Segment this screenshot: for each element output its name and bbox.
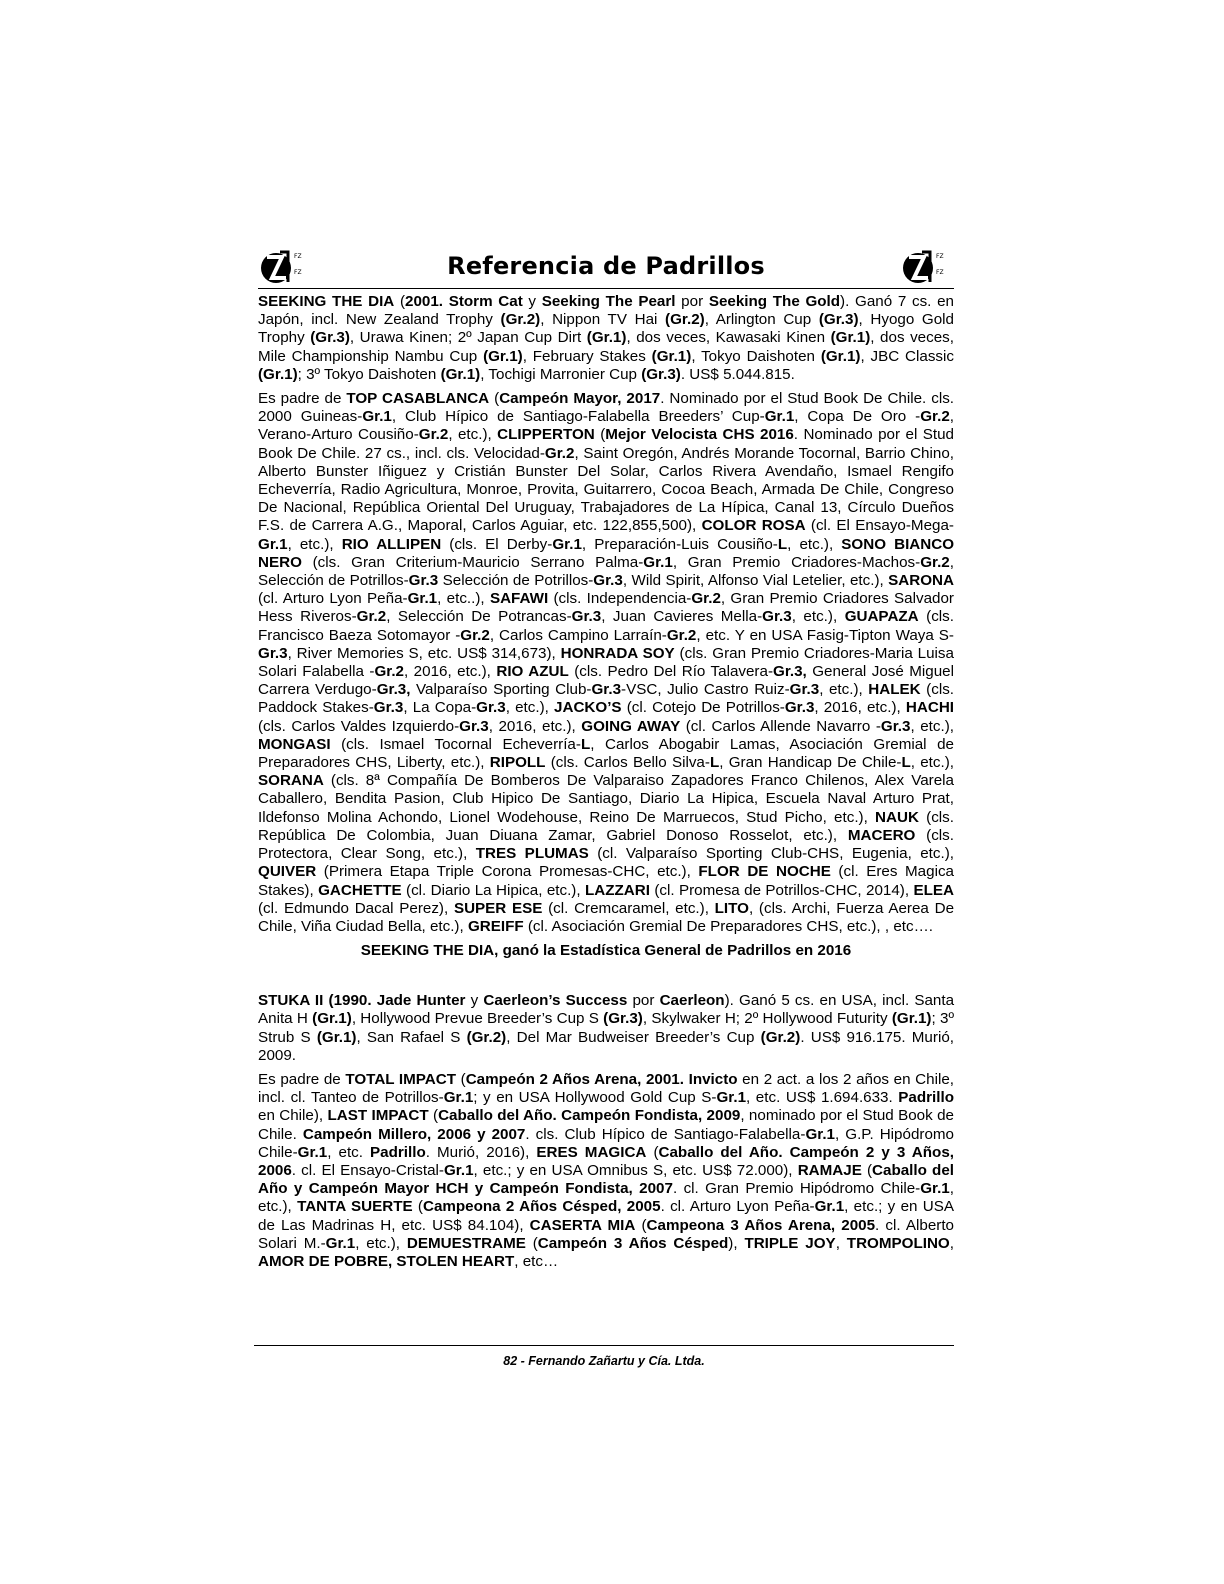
- bold-run: Gr.3: [408, 572, 439, 590]
- svg-text:FZ: FZ: [936, 253, 944, 260]
- text-run: (cls. Gran Premio Criadores-Maria Luisa Solari Falabella -: [258, 644, 954, 681]
- bold-run: Campeona 2 Años Césped, 2005: [422, 1198, 661, 1216]
- bold-run: Gr.3: [258, 644, 288, 662]
- text-run: , Gran Premio Criadores-Machos-: [672, 553, 921, 571]
- text-run: (cl. Valparaíso Sporting Club-CHS, Eugenia, etc.),: [588, 845, 954, 863]
- text-run: , JBC Classic: [860, 347, 954, 365]
- bold-run: TRES PLUMAS: [475, 845, 589, 863]
- bold-run: Gr.2: [544, 444, 575, 462]
- bold-run: SONO BIANCO NERO: [258, 535, 955, 571]
- text-run: Valparaíso Sporting Club-: [410, 681, 592, 699]
- text-run: , Preparación-Luis Cousiño-: [581, 535, 778, 553]
- bold-run: Gr.1: [552, 535, 582, 553]
- text-run: (Primera Etapa Triple Corona Promesas-CHC, etc.),: [316, 863, 699, 881]
- text-run: , etc.),: [910, 717, 954, 735]
- bold-run: MONGASI: [258, 735, 331, 753]
- bold-run: GOING AWAY: [581, 717, 681, 735]
- text-run: , 2016, etc.),: [488, 717, 582, 735]
- bold-run: Gr.2: [691, 590, 721, 608]
- bold-run: Gr.2: [374, 663, 404, 681]
- text-run: , etc.),: [910, 754, 954, 772]
- bold-run: Gr.1: [258, 535, 288, 553]
- bold-run: (Gr.1): [830, 329, 871, 347]
- text-run: , etc.: [327, 1143, 371, 1161]
- page-header: [258, 244, 954, 289]
- bold-run: Gr.1: [407, 590, 438, 608]
- text-run: (cls. Independencia-: [548, 590, 692, 608]
- bold-run: SUPER ESE: [453, 899, 543, 917]
- text-run: , Tochigi Marronier Cup: [480, 365, 642, 383]
- text-run: (cls. Carlos Valdes Izquierdo-: [258, 717, 460, 735]
- text-run: Es padre de: [258, 390, 347, 408]
- bold-run: ELEA: [913, 881, 954, 899]
- bold-run: MACERO: [847, 826, 916, 844]
- text-run: (: [428, 1107, 439, 1125]
- bold-run: (Gr.3): [641, 365, 681, 383]
- text-run: , 2016, etc.),: [814, 699, 906, 717]
- bold-run: (Gr.3): [818, 311, 859, 329]
- text-run: (: [412, 1198, 423, 1216]
- sire-bio-paragraph: [258, 992, 954, 1065]
- sire-bio-paragraph: [258, 293, 954, 384]
- text-run: (cl. Asociación Gremial De Preparadores CHS, etc.), , etc….: [523, 917, 933, 935]
- text-run: (cls. Protectora, Clear Song, etc.),: [258, 826, 954, 863]
- bold-run: (Gr.2): [665, 311, 705, 329]
- text-run: . cl. El Ensayo-Cristal-: [291, 1161, 444, 1179]
- text-run: , Club Hípico de Santiago-Falabella Breeders’ Cup-: [391, 408, 765, 426]
- bold-run: L: [901, 754, 911, 772]
- text-run: , etc. US$ 1.694.633.: [746, 1089, 899, 1107]
- text-run: ). Ganó 5 cs. en USA, incl. Santa Anita H: [258, 992, 955, 1028]
- bold-run: (Gr.2): [466, 1028, 507, 1046]
- bold-run: RIPOLL: [489, 754, 546, 772]
- bold-run: L: [580, 735, 591, 753]
- bold-run: LITO: [714, 899, 749, 917]
- text-run: , La Copa-: [403, 699, 477, 717]
- bold-run: Seeking The Pearl: [541, 293, 676, 310]
- text-run: , Carlos Abogabir Lamas, Asociación Gremial de Preparadores CHS, Liberty, etc.),: [258, 735, 954, 772]
- bold-run: HALEK: [868, 681, 921, 699]
- text-run: (cl. Arturo Lyon Peña-: [258, 590, 408, 608]
- text-run: , etc..),: [437, 590, 490, 608]
- text-run: (: [456, 1070, 466, 1088]
- sire-entry-seeking-the-dia: [258, 293, 954, 960]
- text-run: , Wild Spirit, Alfonso Vial Letelier, etc.),: [622, 572, 889, 590]
- bold-run: Gr.3: [789, 681, 820, 699]
- text-run: , Del Mar Budweiser Breeder’s Cup: [506, 1028, 761, 1046]
- text-run: ),: [728, 1234, 745, 1252]
- text-run: -VSC, Julio Castro Ruiz-: [621, 681, 790, 699]
- text-run: ; 3º Strub S: [258, 1010, 954, 1046]
- bold-run: (1990. Jade Hunter: [328, 992, 466, 1010]
- bold-run: (Gr.1): [586, 329, 627, 347]
- text-run: . Murió, 2016),: [425, 1143, 537, 1161]
- text-run: , Arlington Cup: [704, 311, 819, 329]
- text-run: (cls. Carlos Bello Silva-: [545, 754, 710, 772]
- bold-run: Gr.2: [666, 626, 697, 644]
- bold-run: Gr.1: [297, 1143, 328, 1161]
- text-run: (cls. Ismael Tocornal Echeverría-: [330, 735, 581, 753]
- bold-run: Gr.3: [476, 699, 506, 717]
- bold-run: Caballo del Año. Campeón Fondista, 2009: [438, 1107, 741, 1125]
- text-run: . cl. Arturo Lyon Peña-: [660, 1198, 815, 1216]
- text-run: . Nominado por el Stud Book De Chile. cls. 2000 Guineas-: [258, 390, 955, 426]
- bold-run: Campeón Millero, 2006 y 2007: [302, 1125, 526, 1143]
- text-run: y: [522, 293, 542, 310]
- text-run: por: [627, 992, 660, 1010]
- bold-run: Gr.3: [571, 608, 602, 626]
- bold-run: Gr.3: [373, 699, 404, 717]
- bold-run: (Gr.1): [316, 1028, 357, 1046]
- bold-run: Caerleon: [659, 992, 725, 1010]
- text-run: (cl. Diario La Hipica, etc.),: [401, 881, 585, 899]
- text-run: (cl. Cremcaramel, etc.),: [542, 899, 715, 917]
- bold-run: NAUK: [875, 808, 919, 826]
- text-run: , etc.),: [448, 426, 498, 444]
- bold-run: RAMAJE: [797, 1161, 862, 1179]
- text-run: (cl. El Ensayo-Mega-: [805, 517, 954, 535]
- bold-run: Campeón 3 Años Césped: [537, 1234, 729, 1252]
- text-run: , etc.),: [819, 681, 869, 699]
- text-run: , Selección de Potrillos-: [258, 553, 954, 590]
- bold-run: GACHETTE: [318, 881, 402, 899]
- bold-run: (Gr.1): [820, 347, 861, 365]
- text-run: en 2 act. a los 2 años en Chile, incl. cl. Tanteo de Potrillos-: [258, 1070, 954, 1107]
- bold-run: Gr.1: [443, 1161, 474, 1179]
- bold-run: SORANA: [258, 772, 324, 790]
- text-run: (cl. Eres Magica Stakes),: [258, 863, 954, 899]
- bold-run: Gr.3,: [376, 681, 411, 699]
- text-run: , Urawa Kinen; 2º Japan Cup Dirt: [349, 329, 587, 347]
- bold-run: L: [777, 535, 788, 553]
- text-run: General José Miguel Carrera Verdugo-: [258, 663, 954, 699]
- text-run: , Saint Oregón, Andrés Morande Tocornal, Barrio Chino, Alberto Bunster Iñiguez y Cristián Bunster Del Solar, Carlos Rivera Avendaño, Ismael Rengifo Echeverría, Radio Agricultura, Monroe, Provita, Guitarrero, Cocoa Beach, Armada De Chile, Congreso De Nacional, República Oriental Del Uruguay, Trabajadores de La Hípica, Canal 13, Círculo Dueños F.S. de Carrera A.G., Maporal, Carlos Aguiar, etc. 122,855,500),: [258, 444, 954, 535]
- text-run: , Juan Cavieres Mella-: [601, 608, 763, 626]
- text-run: Selección de Potrillos-: [438, 572, 594, 590]
- text-run: (cls. 8ª Compañía De Bomberos De Valparaiso Zapadores Franco Chilenos, Alex Varela Caballero, Bendita Pasion, Club Hipico De Santiago, Diario La Hipica, Escuela Naval Arturo Prat, Ildefonso Molina Achondo, Lionel Wodehouse, Reino De Marruecos, Stud Picho, etc.),: [258, 772, 954, 826]
- bold-run: Gr.2: [920, 553, 950, 571]
- text-run: . cls. Club Hípico de Santiago-Falabella-: [525, 1125, 806, 1143]
- bold-run: GREIFF: [467, 917, 524, 935]
- text-run: , Carlos Campino Larraín-: [489, 626, 667, 644]
- bold-run: Gr.1: [716, 1089, 747, 1107]
- text-run: (cls. El Derby-: [441, 535, 553, 553]
- text-run: , etc.),: [787, 535, 842, 553]
- bold-run: Gr.3: [591, 681, 622, 699]
- bold-run: Gr.1: [814, 1198, 845, 1216]
- text-run: (cl. Promesa de Potrillos-CHC, 2014),: [649, 881, 914, 899]
- progeny-paragraph: [258, 390, 954, 936]
- bold-run: Gr.1: [362, 408, 392, 426]
- text-run: y: [465, 992, 484, 1010]
- text-run: , (cls. Archi, Fuerza Aerea De Chile, Viña Ciudad Bella, etc.),: [258, 899, 955, 935]
- bold-run: QUIVER: [258, 863, 317, 881]
- bold-run: (Gr.3): [310, 329, 350, 347]
- bold-run: LAZZARI: [584, 881, 650, 899]
- text-run: , etc.; y en USA Omnibus S, etc. US$ 72.000),: [473, 1161, 798, 1179]
- bold-run: Gr.1: [643, 553, 673, 571]
- bold-run: Gr.2: [356, 608, 387, 626]
- bold-run: L: [709, 754, 720, 772]
- bold-run: Gr.1: [443, 1089, 474, 1107]
- bold-run: (Gr.3): [603, 1010, 643, 1028]
- text-run: , Hyogo Gold Trophy: [258, 311, 955, 347]
- text-run: . cl. Gran Premio Hipódromo Chile-: [672, 1180, 921, 1198]
- bold-run: JACKO’S: [554, 699, 622, 717]
- text-run: (cls. República De Colombia, Juan Diuana Zamar, Gabriel Donoso Rosselot, etc.),: [258, 808, 954, 844]
- bold-run: Gr.1: [764, 408, 795, 426]
- bold-run: TOTAL IMPACT: [345, 1070, 457, 1088]
- text-run: , dos veces, Kawasaki Kinen: [626, 329, 831, 347]
- text-run: . Nominado por el Stud Book De Chile. 27 cs., incl. cls. Velocidad-: [258, 426, 954, 462]
- bold-run: Gr.2: [460, 626, 490, 644]
- bold-run: (Gr.1): [483, 347, 523, 365]
- bold-run: Gr.1: [325, 1234, 356, 1252]
- text-run: Es padre de: [258, 1070, 346, 1088]
- text-run: (cl. Carlos Allende Navarro -: [680, 717, 881, 735]
- bold-run: (Gr.1): [891, 1010, 932, 1028]
- text-run: , etc.),: [505, 699, 555, 717]
- bold-run: Seeking The Gold: [708, 293, 841, 310]
- bold-run: RIO AZUL: [496, 663, 569, 681]
- bold-run: LAST IMPACT: [327, 1107, 429, 1125]
- bold-run: DEMUESTRAME: [406, 1234, 526, 1252]
- text-run: , etc.),: [258, 1180, 954, 1216]
- bold-run: Gr.3: [593, 572, 623, 590]
- bold-run: Caballo del Año. Campeón 2 y 3 Años, 2006: [258, 1143, 954, 1179]
- text-run: (cl. Cotejo De Potrillos-: [621, 699, 785, 717]
- text-run: , Verano-Arturo Cousiño-: [258, 408, 955, 444]
- text-run: (: [525, 1234, 538, 1252]
- bold-run: TANTA SUERTE: [297, 1198, 413, 1216]
- bold-run: Gr.2: [418, 426, 449, 444]
- bold-run: COLOR ROSA: [701, 517, 806, 535]
- bold-run: Gr.1: [920, 1180, 950, 1198]
- text-run: ,: [949, 1234, 954, 1252]
- sire-entry-stuka-ii: [258, 992, 954, 1271]
- text-run: , Tokyo Daishoten: [691, 347, 821, 365]
- text-run: , etc…: [514, 1252, 559, 1270]
- text-run: por: [675, 293, 709, 310]
- text-run: , Gran Premio Criadores Salvador Hess Riveros-: [258, 590, 954, 626]
- text-run: (: [861, 1161, 873, 1179]
- text-run: (: [646, 1143, 659, 1161]
- section-spacer: [258, 960, 954, 988]
- text-run: , etc.),: [287, 535, 342, 553]
- bold-run: Gr.3,: [773, 663, 807, 681]
- text-run: , San Rafael S: [356, 1028, 467, 1046]
- text-run: (: [594, 426, 606, 444]
- bold-run: SEEKING THE DIA: [258, 293, 395, 310]
- text-run: (cls. Pedro Del Río Talavera-: [568, 663, 773, 681]
- text-run: (: [635, 1216, 647, 1234]
- text-run: (cl. Edmundo Dacal Perez),: [258, 899, 454, 917]
- bold-run: CASERTA MIA: [529, 1216, 636, 1234]
- bold-run: HACHI: [905, 699, 955, 717]
- bold-run: Padrillo: [370, 1143, 426, 1161]
- text-run: , Hollywood Prevue Breeder’s Cup S: [351, 1010, 604, 1028]
- text-run: , nominado por el Stud Book de Chile.: [258, 1107, 954, 1143]
- bold-run: TROMPOLINO: [846, 1234, 950, 1252]
- text-run: (cls. Francisco Baeza Sotomayor -: [258, 608, 954, 644]
- text-run: ; y en USA Hollywood Gold Cup S-: [473, 1089, 717, 1107]
- bold-run: (Gr.1): [651, 347, 692, 365]
- text-run: , Nippon TV Hai: [540, 311, 666, 329]
- text-run: , Selección De Potrancas-: [386, 608, 572, 626]
- text-run: en Chile),: [258, 1107, 328, 1125]
- bold-run: GUAPAZA: [844, 608, 919, 626]
- bold-run: (Gr.2): [500, 311, 541, 329]
- bold-run: AMOR DE POBRE, STOLEN HEART: [258, 1252, 515, 1270]
- text-run: , G.P. Hipódromo Chile-: [258, 1125, 954, 1161]
- text-run: ,: [835, 1234, 847, 1252]
- logo-mark-text: FZ: [294, 253, 302, 260]
- text-run: , River Memories S, etc. US$ 314,673),: [287, 644, 561, 662]
- bold-run: ERES MAGICA: [536, 1143, 647, 1161]
- bold-run: TRIPLE JOY: [744, 1234, 836, 1252]
- bold-run: Gr.3: [880, 717, 911, 735]
- text-run: ; 3º Tokyo Daishoten: [297, 365, 441, 383]
- bold-run: (Gr.1): [440, 365, 481, 383]
- text-run: , Skylwaker H; 2º Hollywood Futurity: [642, 1010, 892, 1028]
- bold-run: Campeona 3 Años Arena, 2005: [646, 1216, 876, 1234]
- text-run: . US$ 916.175. Murió, 2009.: [258, 1028, 954, 1064]
- bold-run: Mejor Velocista CHS 2016: [605, 426, 794, 444]
- bold-run: Gr.3: [784, 699, 815, 717]
- bold-run: SAFAWI: [489, 590, 549, 608]
- bold-run: FLOR DE NOCHE: [698, 863, 831, 881]
- bold-run: SARONA: [888, 572, 954, 590]
- statistic-note: SEEKING THE DIA, ganó la Estadística General de Padrillos en 2016: [360, 942, 852, 960]
- text-run: , Gran Handicap De Chile-: [719, 754, 902, 772]
- footer-text: 82 - Fernando Zañartu y Cía. Ltda.: [503, 1354, 705, 1368]
- bold-run: (Gr.2): [760, 1028, 801, 1046]
- bold-run: Gr.1: [805, 1125, 835, 1143]
- bold-run: RIO ALLIPEN: [341, 535, 442, 553]
- text-run: , etc.),: [355, 1234, 407, 1252]
- text-run: . cl. Alberto Solari M.-: [258, 1216, 954, 1252]
- text-run: , February Stakes: [522, 347, 652, 365]
- bold-run: CLIPPERTON: [497, 426, 595, 444]
- bold-run: STUKA II: [258, 992, 324, 1010]
- text-run: , Copa De Oro -: [794, 408, 921, 426]
- bold-run: (Gr.1): [312, 1010, 352, 1028]
- bold-run: HONRADA SOY: [560, 644, 675, 662]
- text-run: , dos veces, Mile Championship Nambu Cup: [258, 329, 954, 365]
- text-run: . US$ 5.044.815.: [680, 365, 795, 383]
- bold-run: TOP CASABLANCA: [346, 390, 490, 408]
- bold-run: (Gr.1): [258, 365, 298, 383]
- page-footer: [254, 1345, 954, 1368]
- text-run: ). Ganó 7 cs. en Japón, incl. New Zealand Trophy: [258, 293, 954, 329]
- fz-logo-right: [900, 244, 954, 288]
- bold-run: Campeón 2 Años Arena, 2001. Invicto: [465, 1070, 738, 1088]
- bold-run: Caballo del Año y Campeón Mayor HCH y Campeón Fondista, 2007: [258, 1161, 954, 1198]
- svg-text:FZ: FZ: [294, 269, 302, 276]
- text-run: (cls. Gran Criterium-Mauricio Serrano Palma-: [301, 553, 644, 571]
- page-title: Referencia de Padrillos: [447, 252, 765, 280]
- bold-run: Gr.3: [762, 608, 792, 626]
- bold-run: Gr.3: [459, 717, 489, 735]
- text-run: (: [394, 293, 406, 310]
- bold-run: Caerleon’s Success: [483, 992, 628, 1010]
- bold-run: Gr.2: [920, 408, 950, 426]
- bold-run: Campeón Mayor, 2017: [499, 390, 661, 408]
- text-run: , etc.; y en USA de Las Madrinas H, etc. US$ 84.104),: [258, 1198, 954, 1234]
- bold-run: Padrillo: [898, 1089, 954, 1107]
- text-run: , etc.),: [791, 608, 845, 626]
- text-run: (cls. Paddock Stakes-: [258, 681, 955, 717]
- text-run: (: [489, 390, 500, 408]
- text-run: , etc. Y en USA Fasig-Tipton Waya S-: [696, 626, 954, 644]
- progeny-paragraph: [258, 1071, 954, 1271]
- text-run: , 2016, etc.),: [404, 663, 497, 681]
- bold-run: 2001. Storm Cat: [405, 293, 523, 310]
- svg-text:FZ: FZ: [936, 269, 944, 276]
- page-content: [258, 244, 954, 1277]
